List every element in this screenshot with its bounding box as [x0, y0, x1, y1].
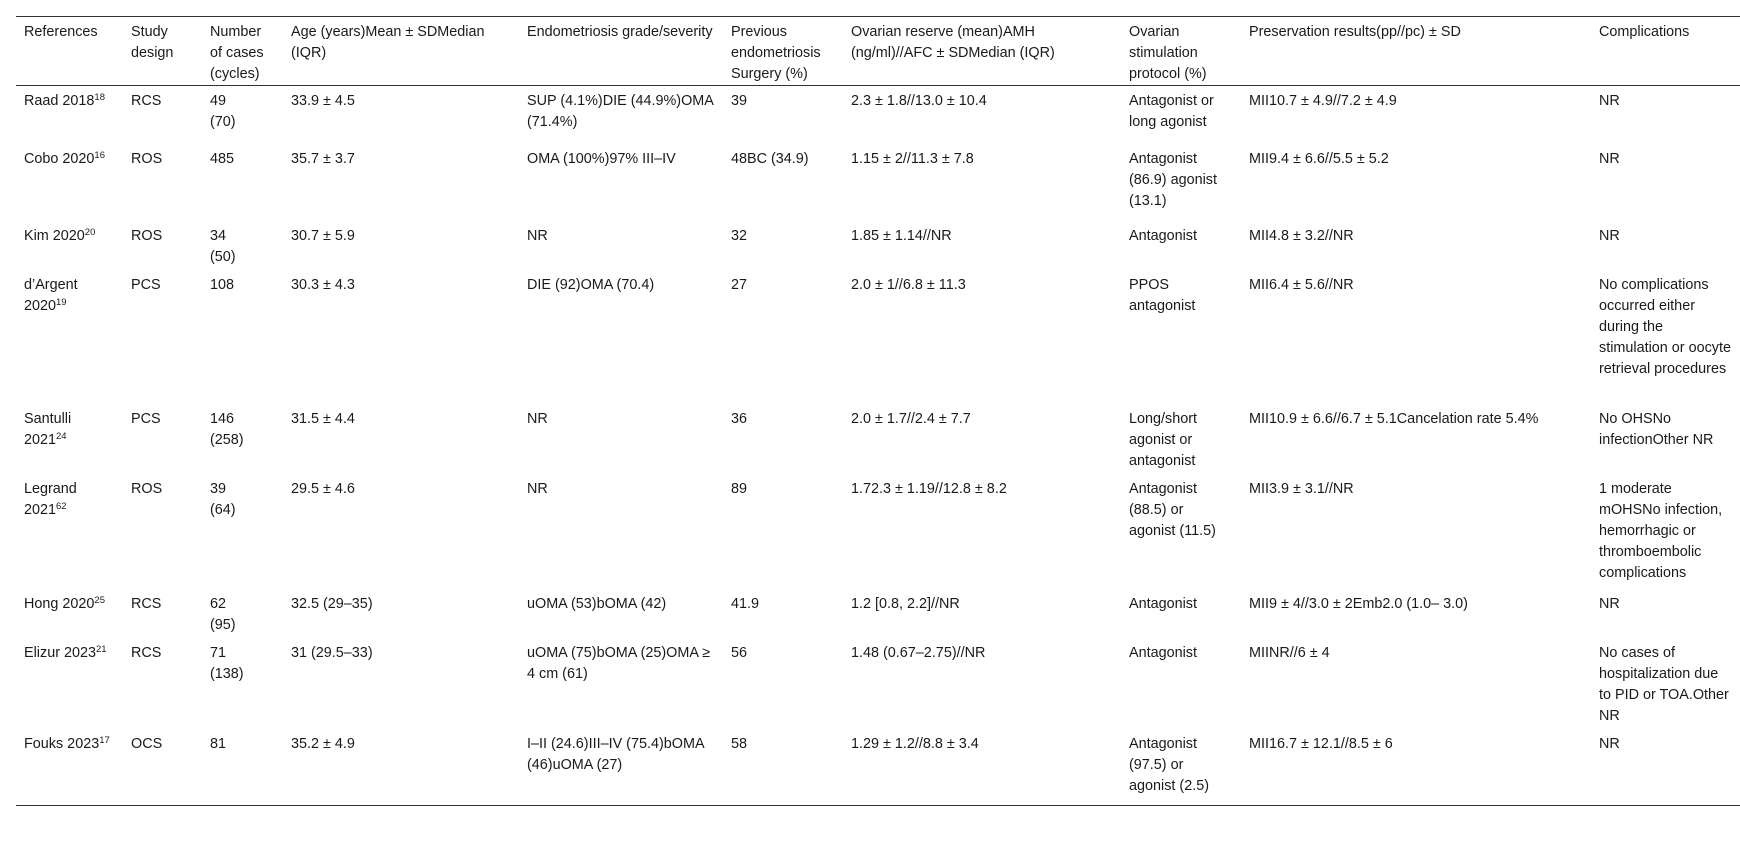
- citation-number: 25: [94, 594, 105, 606]
- cell-complications: No OHSNo infectionOther NR: [1599, 410, 1714, 448]
- cell-study-design: OCS: [131, 735, 163, 752]
- header-study-design: Study design: [131, 24, 174, 61]
- cell-endometriosis-grade: NR: [527, 480, 548, 497]
- cell-age: 32.5 (29–35): [291, 595, 373, 612]
- cell-number-of-cases: 146 (258): [210, 410, 244, 448]
- cell-ovarian-reserve: 1.72.3 ± 1.19//12.8 ± 8.2: [851, 480, 1007, 497]
- table-row: [16, 729, 1740, 806]
- cell-previous-surgery: 27: [731, 276, 748, 293]
- cell-study-design: RCS: [131, 93, 162, 109]
- cell-preservation-results: MII9 ± 4//3.0 ± 2Emb2.0 (1.0– 3.0): [1249, 595, 1468, 612]
- cell-stimulation-protocol: Antagonist: [1129, 595, 1198, 612]
- reference-name: Kim 2020: [24, 227, 85, 244]
- cell-number-of-cases: 34 (50): [210, 227, 236, 265]
- cell-number-of-cases: 62 (95): [210, 595, 236, 633]
- cell-stimulation-protocol: Antagonist (86.9) agonist (13.1): [1129, 150, 1217, 209]
- table-row: [16, 404, 1740, 474]
- cell-reference: [16, 221, 123, 270]
- cell-complications: NR: [1599, 93, 1620, 109]
- cell-previous-surgery: 89: [731, 480, 748, 497]
- cell-study-design: RCS: [131, 595, 162, 612]
- header-number-of-cases: Number of cases (cycles): [210, 24, 264, 82]
- cell-age: 31.5 ± 4.4: [291, 410, 355, 427]
- cell-age: 33.9 ± 4.5: [291, 93, 355, 109]
- citation-number: 17: [99, 734, 110, 746]
- reference-name: Raad 2018: [24, 93, 95, 109]
- table-row: [16, 144, 1740, 221]
- cell-previous-surgery: 56: [731, 644, 748, 661]
- cell-endometriosis-grade: uOMA (75)bOMA (25)OMA ≥ 4 cm (61): [527, 644, 711, 682]
- cell-number-of-cases: 485: [210, 150, 235, 167]
- cell-age: 29.5 ± 4.6: [291, 480, 355, 497]
- cell-preservation-results: MII3.9 ± 3.1//NR: [1249, 480, 1354, 497]
- cell-number-of-cases: 71 (138): [210, 644, 244, 682]
- cell-stimulation-protocol: Antagonist or long agonist: [1129, 93, 1214, 130]
- header-stimulation-protocol: Ovarian stimulation protocol (%): [1129, 24, 1207, 82]
- cell-stimulation-protocol: PPOS antagonist: [1129, 276, 1196, 314]
- cell-preservation-results: MII4.8 ± 3.2//NR: [1249, 227, 1354, 244]
- header-references: References: [24, 24, 98, 40]
- cell-age: 31 (29.5–33): [291, 644, 373, 661]
- cell-number-of-cases: 39 (64): [210, 480, 236, 518]
- cell-complications: NR: [1599, 735, 1620, 752]
- reference-name: Fouks 2023: [24, 735, 100, 752]
- cell-ovarian-reserve: 1.2 [0.8, 2.2]//NR: [851, 595, 960, 612]
- table-row: [16, 474, 1740, 589]
- citation-number: 62: [56, 500, 67, 512]
- cell-age: 30.3 ± 4.3: [291, 276, 355, 293]
- cell-ovarian-reserve: 1.29 ± 1.2//8.8 ± 3.4: [851, 735, 979, 752]
- table-row: [16, 270, 1740, 404]
- header-age: Age (years)Mean ± SDMedian (IQR): [291, 24, 485, 61]
- reference-name: Santulli 2021: [24, 410, 72, 448]
- cell-ovarian-reserve: 1.48 (0.67–2.75)//NR: [851, 644, 986, 661]
- reference-name: Cobo 2020: [24, 150, 95, 167]
- cell-complications: NR: [1599, 227, 1620, 244]
- cell-number-of-cases: 108: [210, 276, 235, 293]
- cell-number-of-cases: 81: [210, 735, 227, 752]
- cell-age: 30.7 ± 5.9: [291, 227, 355, 244]
- reference-name: Legrand 2021: [24, 480, 77, 518]
- table-row: [16, 86, 1740, 144]
- citation-number: 20: [84, 226, 96, 238]
- cell-study-design: ROS: [131, 150, 163, 167]
- cell-reference: [16, 474, 123, 589]
- cell-stimulation-protocol: Antagonist: [1129, 227, 1198, 244]
- reference-name: Elizur 2023: [24, 644, 96, 661]
- cell-endometriosis-grade: SUP (4.1%)DIE (44.9%)OMA (71.4%): [527, 93, 714, 130]
- cell-preservation-results: MII10.9 ± 6.6//6.7 ± 5.1Cancelation rate 5.4%: [1249, 410, 1539, 427]
- cell-endometriosis-grade: NR: [527, 410, 548, 427]
- cell-age: 35.7 ± 3.7: [291, 150, 355, 167]
- cell-previous-surgery: 41.9: [731, 595, 760, 612]
- citation-number: 18: [94, 92, 105, 103]
- cell-study-design: PCS: [131, 410, 161, 427]
- citation-number: 21: [96, 643, 107, 655]
- endometriosis-fertility-preservation-table: [16, 16, 1740, 806]
- table-row: [16, 638, 1740, 729]
- cell-reference: [16, 638, 123, 729]
- cell-preservation-results: MII16.7 ± 12.1//8.5 ± 6: [1249, 735, 1393, 752]
- table-header: [16, 17, 1740, 86]
- header-previous-surgery: Previous endometriosis Surgery (%): [731, 24, 821, 82]
- cell-complications: No cases of hospitalization due to PID or TOA.Other NR: [1599, 644, 1729, 724]
- cell-ovarian-reserve: 1.85 ± 1.14//NR: [851, 227, 952, 244]
- table-row: [16, 589, 1740, 638]
- cell-complications: NR: [1599, 150, 1620, 167]
- header-preservation-results: Preservation results(pp//pc) ± SD: [1249, 24, 1461, 40]
- cell-endometriosis-grade: NR: [527, 227, 548, 244]
- cell-reference: [16, 589, 123, 638]
- cell-complications: No complications occurred either during the stimulation or oocyte retrieval procedures: [1599, 276, 1731, 377]
- cell-number-of-cases: 49 (70): [210, 93, 236, 130]
- cell-preservation-results: MII9.4 ± 6.6//5.5 ± 5.2: [1249, 150, 1389, 167]
- cell-endometriosis-grade: OMA (100%)97% III–IV: [527, 150, 676, 167]
- cell-study-design: ROS: [131, 480, 163, 497]
- table-row: [16, 221, 1740, 270]
- cell-endometriosis-grade: uOMA (53)bOMA (42): [527, 595, 667, 612]
- cell-previous-surgery: 48BC (34.9): [731, 150, 809, 167]
- header-endometriosis-grade: Endometriosis grade/severity: [527, 24, 713, 40]
- cell-previous-surgery: 36: [731, 410, 748, 427]
- reference-name: Hong 2020: [24, 595, 95, 612]
- cell-complications: NR: [1599, 595, 1620, 612]
- citation-number: 19: [56, 296, 67, 308]
- cell-reference: [16, 729, 123, 806]
- cell-ovarian-reserve: 2.0 ± 1.7//2.4 ± 7.7: [851, 410, 971, 427]
- cell-ovarian-reserve: 1.15 ± 2//11.3 ± 7.8: [851, 150, 974, 167]
- cell-complications: 1 moderate mOHSNo infection, hemorrhagic or thromboembolic complications: [1599, 480, 1723, 581]
- cell-preservation-results: MII6.4 ± 5.6//NR: [1249, 276, 1354, 293]
- cell-previous-surgery: 32: [731, 227, 748, 244]
- cell-study-design: ROS: [131, 227, 163, 244]
- header-ovarian-reserve: Ovarian reserve (mean)AMH (ng/ml)//AFC ± SDMedian (IQR): [851, 24, 1055, 61]
- cell-reference: [16, 404, 123, 474]
- header-complications: Complications: [1599, 24, 1690, 40]
- cell-endometriosis-grade: DIE (92)OMA (70.4): [527, 276, 655, 293]
- citation-number: 24: [56, 430, 67, 442]
- cell-stimulation-protocol: Antagonist (97.5) or agonist (2.5): [1129, 735, 1209, 794]
- cell-ovarian-reserve: 2.3 ± 1.8//13.0 ± 10.4: [851, 93, 987, 109]
- cell-study-design: RCS: [131, 644, 162, 661]
- cell-ovarian-reserve: 2.0 ± 1//6.8 ± 11.3: [851, 276, 966, 293]
- cell-stimulation-protocol: Antagonist (88.5) or agonist (11.5): [1129, 480, 1216, 539]
- cell-stimulation-protocol: Long/short agonist or antagonist: [1129, 410, 1198, 469]
- cell-reference: [16, 144, 123, 221]
- header-row: [16, 17, 1740, 86]
- cell-endometriosis-grade: I–II (24.6)III–IV (75.4)bOMA (46)uOMA (27): [527, 735, 704, 773]
- cell-previous-surgery: 58: [731, 735, 748, 752]
- table-body: [16, 86, 1740, 806]
- citation-number: 16: [94, 149, 105, 161]
- cell-preservation-results: MII10.7 ± 4.9//7.2 ± 4.9: [1249, 93, 1397, 109]
- cell-preservation-results: MIINR//6 ± 4: [1249, 644, 1330, 661]
- cell-previous-surgery: 39: [731, 93, 748, 109]
- cell-reference: [16, 86, 123, 144]
- cell-stimulation-protocol: Antagonist: [1129, 644, 1198, 661]
- cell-age: 35.2 ± 4.9: [291, 735, 355, 752]
- reference-name: d’Argent 2020: [24, 276, 78, 314]
- cell-study-design: PCS: [131, 276, 161, 293]
- cell-reference: [16, 270, 123, 404]
